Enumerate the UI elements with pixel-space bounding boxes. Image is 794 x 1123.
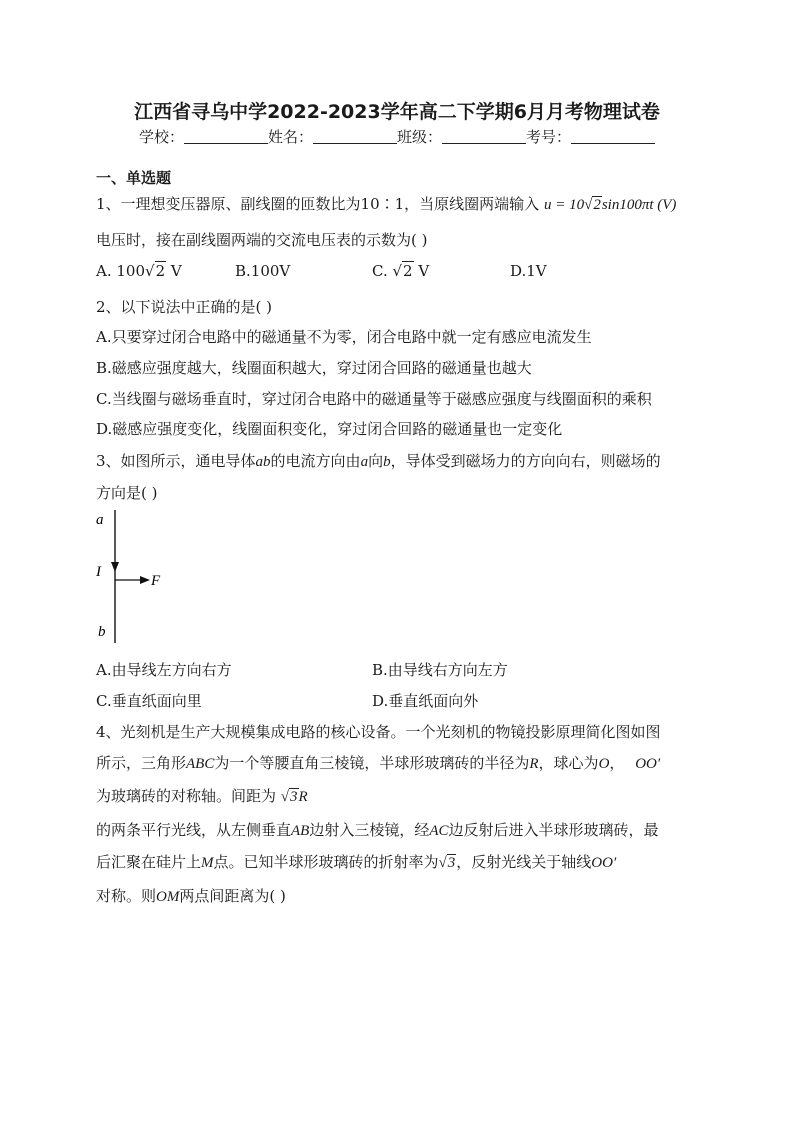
q3-text: 3、如图所示，通电导体 — [96, 452, 256, 470]
sqrt-symbol: √3 — [280, 789, 298, 805]
q2-option-b[interactable]: B.磁感应强度越大，线圈面积越大，穿过闭合回路的磁通量也越大 — [96, 359, 532, 377]
q3-text: 向 — [368, 452, 384, 470]
q4-text: 边反射后进入半球形玻璃砖，最 — [448, 821, 659, 839]
exam-no-blank[interactable] — [571, 129, 655, 144]
q3-var-b: b — [383, 454, 391, 470]
q3-text: 的电流方向由 — [270, 452, 361, 470]
q1-stem-line2: 电压时，接在副线圈两端的交流电压表的示数为( ) — [96, 231, 428, 249]
q4-var-ab: AB — [291, 823, 310, 839]
q3-stem-line1 — [96, 450, 661, 471]
option-label: A. 100 — [96, 262, 145, 280]
fig-label-force: F — [151, 573, 161, 589]
q3-option-a[interactable]: A.由导线左方向右方 — [96, 661, 232, 679]
sqrt-symbol: √2 — [392, 262, 413, 280]
sqrt-symbol: √2 — [145, 262, 166, 280]
q1-stem-line1 — [96, 193, 676, 214]
q2-stem: 2、以下说法中正确的是( ) — [96, 298, 273, 316]
q4-stem-line4 — [96, 819, 659, 840]
fig-label-a: a — [96, 512, 104, 528]
q3-wire-figure — [90, 505, 180, 650]
sqrt-symbol: √2 — [584, 197, 601, 213]
school-blank[interactable] — [184, 129, 268, 144]
q3-var-a: a — [360, 454, 369, 470]
q3-text: ，导体受到磁场力的方向向右，则磁场的 — [390, 452, 661, 470]
q2-option-a[interactable]: A.只要穿过闭合电路中的磁通量不为零，闭合电路中就一定有感应电流发生 — [96, 328, 592, 346]
section-title: 一、单选题 — [96, 169, 172, 187]
q4-var-oo-prime: OO′ — [591, 855, 617, 871]
q1-formula-post: sin100πt (V) — [601, 197, 677, 213]
q1-text: 1、一理想变压器原、副线圈的匝数比为10∶1，当原线圈两端输入 — [96, 195, 540, 213]
sqrt-value: 2 — [403, 262, 413, 280]
class-blank[interactable] — [442, 129, 526, 144]
q4-var-m: M — [201, 855, 214, 871]
q4-text: 所示，三角形 — [96, 754, 187, 772]
option-unit: V — [413, 262, 430, 280]
q3-var-ab: ab — [255, 454, 271, 470]
q2-option-c[interactable]: C.当线圈与磁场垂直时，穿过闭合电路中的磁通量等于磁感应强度与线圈面积的乘积 — [96, 390, 652, 408]
sqrt-symbol: √3 — [438, 855, 456, 871]
exam-title: 江西省寻乌中学2022-2023学年高二下学期6月月考物理试卷 — [134, 101, 660, 123]
sqrt-value: 3 — [447, 855, 456, 871]
q4-stem-line5 — [96, 851, 616, 872]
sqrt-value: 2 — [593, 197, 601, 213]
q4-text: 点。已知半球形玻璃砖的折射率为 — [213, 853, 439, 871]
q4-var-r: R — [529, 756, 539, 772]
q4-text: 为玻璃砖的对称轴。间距为 — [96, 787, 277, 805]
q1-formula — [544, 197, 676, 213]
q3-stem-line2: 方向是( ) — [96, 484, 158, 502]
sqrt-value: 2 — [155, 262, 166, 280]
q4-stem-line6 — [96, 885, 286, 906]
q1-option-c[interactable] — [372, 262, 429, 280]
q4-text: 的两条平行光线，从左侧垂直 — [96, 821, 292, 839]
school-label: 学校： — [138, 128, 184, 146]
fig-label-current: I — [96, 564, 101, 580]
sqrt-value: 3 — [290, 789, 298, 805]
q4-var-om: OM — [156, 889, 180, 905]
q4-stem-line2 — [96, 752, 660, 773]
q4-stem-line1: 4、光刻机是生产大规模集成电路的核心设备。一个光刻机的物镜投影原理简化图如图 — [96, 723, 661, 741]
q4-text: 边射入三棱镜，经 — [309, 821, 430, 839]
exam-no-label: 考号： — [526, 128, 572, 146]
q2-option-d[interactable]: D.磁感应强度变化，线圈面积变化，穿过闭合回路的磁通量也一定变化 — [96, 420, 563, 438]
q1-option-b[interactable]: B.100V — [235, 262, 291, 280]
option-label: C. — [372, 262, 393, 280]
q4-var-oo-prime: OO′ — [635, 756, 661, 772]
q4-text: ，反射光线关于轴线 — [456, 853, 592, 871]
q4-var-abc: ABC — [186, 756, 215, 772]
q1-option-a[interactable] — [96, 262, 182, 280]
q4-var-o: O — [598, 756, 610, 772]
option-unit: V — [166, 262, 182, 280]
q4-text: 对称。则 — [96, 887, 157, 905]
class-label: 班级： — [397, 128, 443, 146]
q1-option-d[interactable]: D.1V — [510, 262, 547, 280]
fig-label-b: b — [98, 624, 106, 640]
current-arrow-icon — [111, 562, 119, 572]
q4-text: ，球心为 — [538, 754, 599, 772]
student-info-row — [0, 126, 794, 147]
q3-option-c[interactable]: C.垂直纸面向里 — [96, 692, 202, 710]
name-label: 姓名： — [267, 128, 313, 146]
q4-var-r: R — [298, 789, 308, 805]
q4-text: ， — [609, 754, 625, 772]
q3-option-d[interactable]: D.垂直纸面向外 — [372, 692, 479, 710]
q4-text: 两点间距离为( ) — [179, 887, 286, 905]
q1-formula-pre: u = 10 — [543, 197, 585, 213]
q4-text: 后汇聚在硅片上 — [96, 853, 202, 871]
q4-stem-line3 — [96, 785, 308, 806]
force-arrow-icon — [140, 576, 150, 584]
q3-option-b[interactable]: B.由导线右方向左方 — [372, 661, 508, 679]
q4-var-ac: AC — [429, 823, 449, 839]
name-blank[interactable] — [313, 129, 397, 144]
q4-text: 为一个等腰直角三棱镜，半球形玻璃砖的半径为 — [214, 754, 530, 772]
